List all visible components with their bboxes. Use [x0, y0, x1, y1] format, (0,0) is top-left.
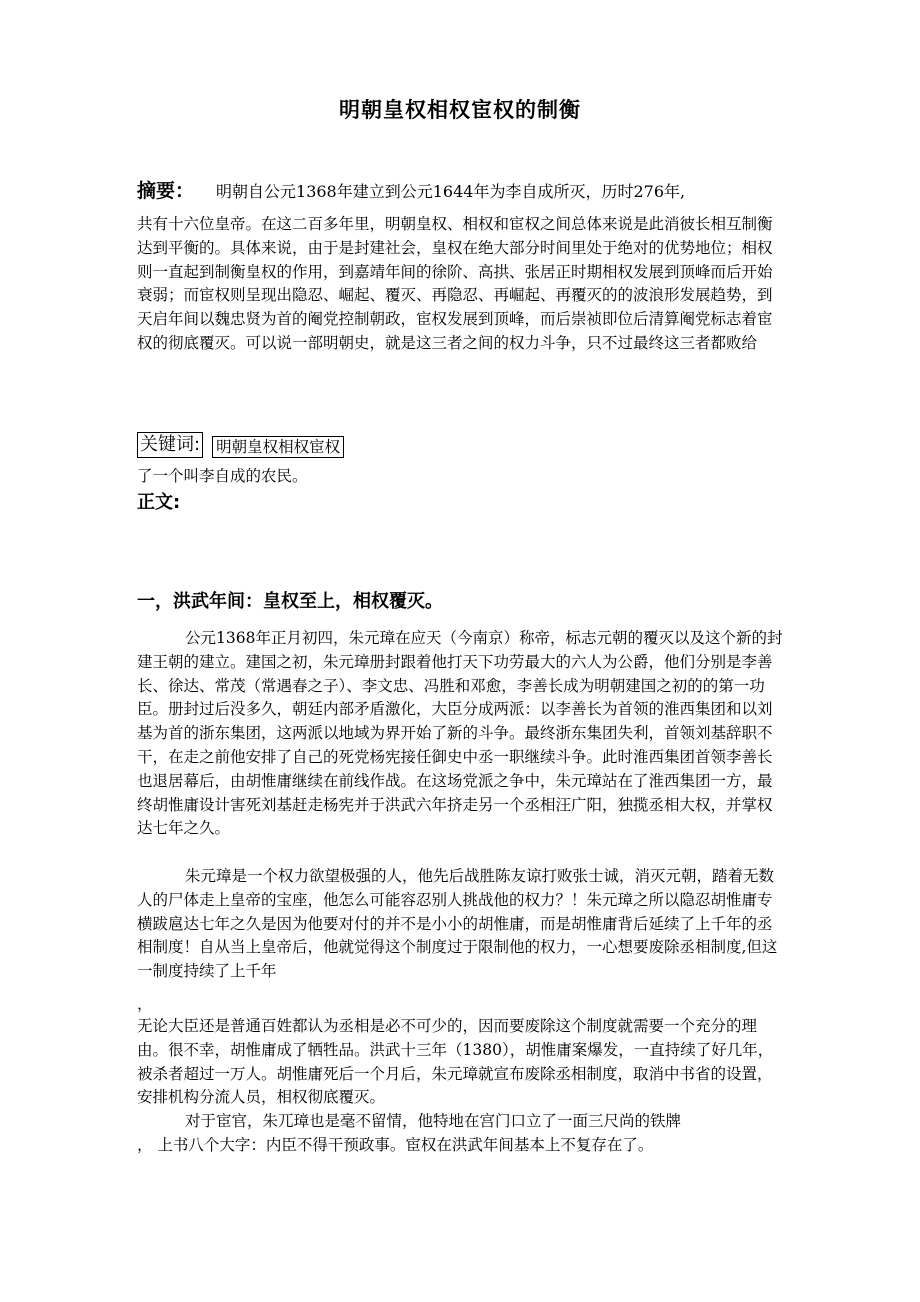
abstract-continuation: 了一个叫李自成的农民。 — [137, 467, 308, 485]
abstract-label: 摘要： — [137, 180, 195, 202]
keywords-label: 关键词: — [137, 432, 203, 458]
abstract-body: 共有十六位皇帝。在这二百多年里，明朝皇权、相权和宦权之间总体来说是此消彼长相互制衡达到平衡的。具体来说，由于是封建社会，皇权在绝大部分时间里处于绝对的优势地位；相权则一直起到制衡皇权的作用，到嘉靖年间的徐阶、高拱、张居正时期相权发展到顶峰而后开始衰弱；而宦权则呈现出隐忍、崛起、覆灭、再隐忍、再崛起、再覆灭的的波浪形发展趋势，到天启年间以魏忠贤为首的阉党控制朝政，宦权发展到顶峰，而后崇祯即位后清算阉党标志着宦权的彻底覆灭。可以说一部明朝史，就是这三者之间的权力斗争，只不过最终这三者都败给 — [137, 215, 773, 352]
document-title: 明朝皇权相权宦权的制衡 — [339, 98, 581, 122]
paragraph: 朱元璋是一个权力欲望极强的人，他先后战胜陈友谅打败张士诚，消灭元朝，踏着无数人的尸体走上皇帝的宝座，他怎么可能容忍别人挑战他的权力？！朱元璋之所以隐忍胡惟庸专横跋扈达七年之久是因为他要对付的并不是小小的胡惟庸，而是胡惟庸背后延续了上千年的丞相制度！自从当上皇帝后，他就觉得这个制度过于限制他的权力，一心想要废除丞相制度,但这一制度持续了上千年 — [137, 867, 778, 981]
abstract-first-text: 明朝自公元1368年建立到公元1644年为李自成所灭，历时276年, — [216, 182, 686, 201]
abstract-first-line — [137, 176, 685, 203]
keywords-row — [137, 432, 344, 458]
paragraph: 公元1368年正月初四，朱元璋在应天（今南京）称帝，标志元朝的覆灭以及这个新的封建王朝的建立。建国之初，朱元璋册封跟着他打天下功劳最大的六人为公爵，他们分别是李善长、徐达、常茂（常遇春之子）、李文忠、冯胜和邓愈，李善长成为明朝建国之初的的第一功臣。册封过后没多久，朝廷内部矛盾激化，大臣分成两派：以李善长为首领的淮西集团和以刘基为首的浙东集团，这两派以地域为界开始了新的斗争。最终浙东集团失利，首领刘基辞职不干，在走之前他安排了自己的死党杨宪接任御史中丞一职继续斗争。此时淮西集团首领李善长也退居幕后，由胡惟庸继续在前线作战。在这场党派之争中，朱元璋站在了淮西集团一方，最终胡惟庸设计害死刘基赶走杨宪并于洪武六年挤走另一个丞相汪广阳，独揽丞相大权，并掌权达七年之久。 — [137, 629, 783, 838]
paragraph: ， 上书八个大字：内臣不得干预政事。宦权在洪武年间基本上不复存在了。 — [137, 1136, 654, 1154]
paragraph: 无论大臣还是普通百姓都认为丞相是必不可少的，因而要废除这个制度就需要一个充分的理由。很不幸，胡惟庸成了牺牲品。洪武十三年（1380），胡惟庸案爆发，一直持续了好几年，被杀者超过一万人。胡惟庸死后一个月后，朱元璋就宣布废除丞相制度，取消中书省的设置，安排机构分流人员，相权彻底覆灭。 — [137, 1017, 774, 1107]
keywords-field[interactable]: 明朝皇权相权宦权 — [212, 436, 344, 458]
section-heading: 一，洪武年间：皇权至上，相权覆灭。 — [137, 591, 443, 612]
body-label: 正文: — [137, 492, 181, 513]
paragraph: 对于宦官，朱兀璋也是毫不留情，他特地在宫门口立了一面三尺尚的铁牌 — [185, 1112, 682, 1130]
paragraph-comma: ， — [137, 995, 153, 1013]
